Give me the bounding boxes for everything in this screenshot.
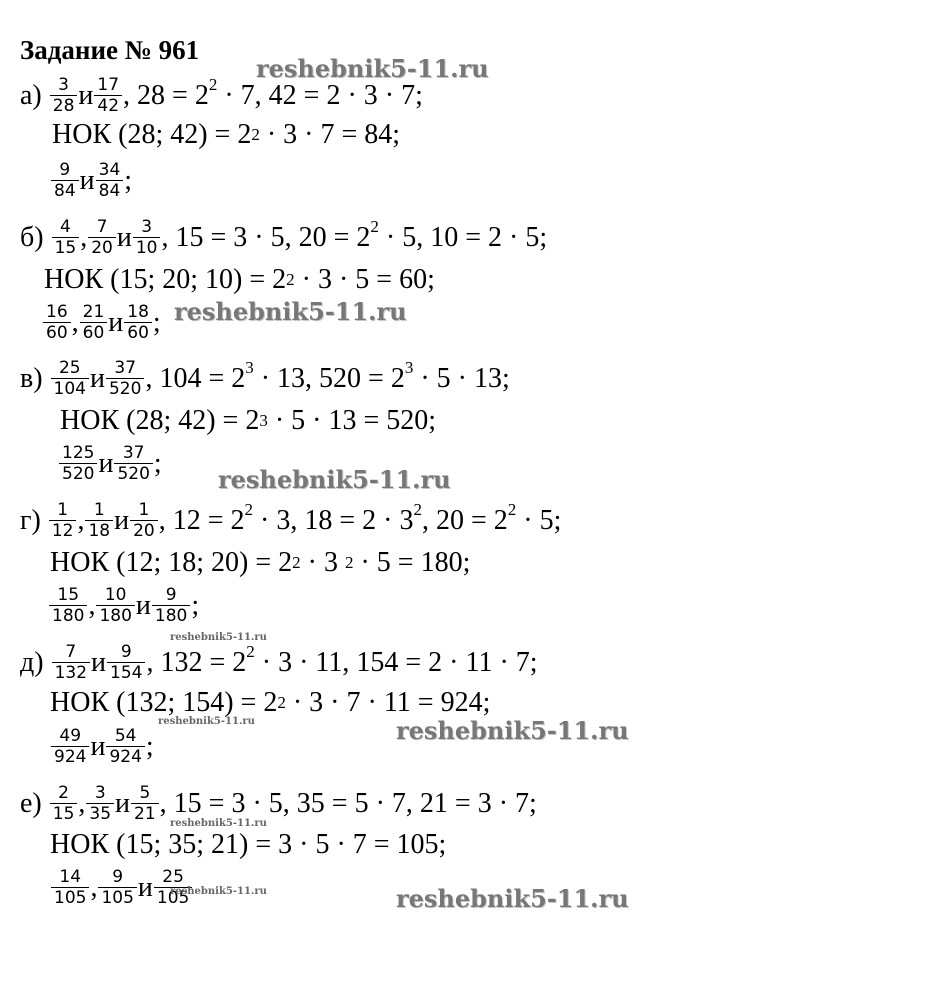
part-b-result: $\frac{16}{60}$ , $\frac{21}{60}$ и $\frac{18}{60}$ ;	[42, 302, 161, 343]
fraction: $\frac{14}{105}$	[51, 867, 89, 908]
part-b-lcm: НОК (15; 20; 10) = 2 2 · 3 · 5 = 60;	[44, 264, 435, 295]
factorization: , $12 = 2^2 \cdot 3$, $18 = 2 \cdot 3^2$, $20 = 2^2 \cdot 5$;	[158, 499, 562, 536]
fraction: $\frac{37}{520}$	[106, 358, 144, 399]
fraction: $\frac{7}{132}$	[52, 642, 90, 683]
part-d-lcm: НОК (132; 154) = 2 2 · 3 · 7 · 11 = 924;	[50, 687, 491, 718]
part-d-line-1: д) $\frac{7}{132}$ и $\frac{9}{154}$ , $132 = 2^2 \cdot 3 \cdot 11$, 154 = 2 · 11 · 7;	[20, 641, 538, 683]
part-label: г)	[20, 504, 48, 536]
fraction: $\frac{1}{18}$	[85, 500, 113, 541]
part-v-result: $\frac{125}{520}$ и $\frac{37}{520}$ ;	[58, 443, 162, 484]
part-label: е)	[20, 787, 49, 819]
watermark: reshebnik5-11.ru	[170, 632, 267, 643]
fraction: $\frac{3}{10}$	[133, 217, 161, 258]
watermark: reshebnik5-11.ru	[396, 884, 629, 913]
factorization: , 15 = 3 · 5, $20 = 2^2 \cdot 5$, 10 = 2 · 5;	[161, 216, 548, 253]
watermark: reshebnik5-11.ru	[256, 54, 489, 83]
task-title: Задание № 961	[20, 35, 200, 65]
watermark: reshebnik5-11.ru	[170, 886, 267, 897]
fraction: $\frac{9}{105}$	[98, 867, 136, 908]
part-label: д)	[20, 646, 51, 678]
factorization: , 15 = 3 · 5, 35 = 5 · 7, 21 = 3 · 7;	[159, 787, 537, 819]
watermark: reshebnik5-11.ru	[158, 716, 255, 727]
part-label: а)	[20, 79, 49, 111]
part-label: в)	[20, 362, 50, 394]
part-g-result: $\frac{15}{180}$ , $\frac{10}{180}$ и $\frac{9}{180}$ ;	[48, 585, 199, 626]
factorization: , $132 = 2^2 \cdot 3 \cdot 11$, 154 = 2 · 11 · 7;	[146, 641, 538, 678]
factorization: , $104 = 2^3 \cdot 13$, $520 = 2^3 \cdot 5 \cdot 13$;	[145, 357, 510, 394]
fraction: $\frac{2}{15}$	[50, 783, 78, 824]
fraction: $\frac{4}{15}$	[52, 217, 80, 258]
part-a-lcm: НОК (28; 42) = 2 2 · 3 · 7 = 84;	[52, 119, 401, 150]
fraction: $\frac{21}{60}$	[80, 302, 108, 343]
part-v-lcm: НОК (28; 42) = 2 3 · 5 · 13 = 520;	[60, 405, 437, 436]
fraction: $\frac{9}{84}$	[51, 160, 79, 201]
fraction: $\frac{9}{154}$	[107, 642, 145, 683]
fraction: $\frac{9}{180}$	[152, 585, 190, 626]
fraction: $\frac{3}{28}$	[50, 75, 78, 116]
part-e-line-1: е) $\frac{2}{15}$ , $\frac{3}{35}$ и $\frac{5}{21}$ , 15 = 3 · 5, 35 = 5 · 7, 21 = 3 · 7;	[20, 783, 537, 824]
fraction: $\frac{15}{180}$	[49, 585, 87, 626]
watermark: reshebnik5-11.ru	[174, 297, 407, 326]
fraction: $\frac{17}{42}$	[94, 75, 122, 116]
fraction: $\frac{3}{35}$	[86, 783, 114, 824]
part-label: б)	[20, 221, 51, 253]
fraction: $\frac{125}{520}$	[59, 443, 97, 484]
fraction: $\frac{7}{20}$	[88, 217, 116, 258]
fraction: $\frac{25}{104}$	[51, 358, 89, 399]
fraction: $\frac{37}{520}$	[114, 443, 152, 484]
fraction: $\frac{10}{180}$	[96, 585, 134, 626]
fraction: $\frac{54}{924}$	[106, 726, 144, 767]
part-e-lcm: НОК (15; 35; 21) = 3 · 5 · 7 = 105;	[50, 829, 447, 860]
fraction: $\frac{1}{12}$	[49, 500, 77, 541]
factorization: , $28 = 2^2 \cdot 7$, 42 = 2 · 3 · 7;	[123, 74, 423, 111]
part-v-line-1: в) $\frac{25}{104}$ и $\frac{37}{520}$ , $104 = 2^3 \cdot 13$, $520 = 2^3 \cdot 5 \cdot 13$;	[20, 357, 510, 399]
part-d-result: $\frac{49}{924}$ и $\frac{54}{924}$ ;	[50, 726, 154, 767]
part-a-line-1: а) $\frac{3}{28}$ и $\frac{17}{42}$ , $28 = 2^2 \cdot 7$, 42 = 2 · 3 · 7;	[20, 74, 423, 116]
part-g-lcm: НОК (12; 18; 20) = 2 2 · 3 2 · 5 = 180;	[50, 547, 471, 578]
watermark: reshebnik5-11.ru	[218, 465, 451, 494]
watermark: reshebnik5-11.ru	[396, 716, 629, 745]
part-e-result: $\frac{14}{105}$ , $\frac{9}{105}$ и $\frac{25}{105}$	[50, 867, 193, 908]
fraction: $\frac{16}{60}$	[43, 302, 71, 343]
fraction: $\frac{34}{84}$	[96, 160, 124, 201]
fraction: $\frac{5}{21}$	[131, 783, 159, 824]
part-g-line-1: г) $\frac{1}{12}$ , $\frac{1}{18}$ и $\frac{1}{20}$ , $12 = 2^2 \cdot 3$, $18 = 2 \cdot 3^2$, $20 = 2^2 \cdot 5$;	[20, 499, 562, 541]
part-a-result: $\frac{9}{84}$ и $\frac{34}{84}$ ;	[50, 160, 132, 201]
part-b-line-1: б) $\frac{4}{15}$ , $\frac{7}{20}$ и $\frac{3}{10}$ , 15 = 3 · 5, $20 = 2^2 \cdot 5$, 10 = 2 · 5;	[20, 216, 548, 258]
fraction: $\frac{49}{924}$	[51, 726, 89, 767]
fraction: $\frac{25}{105}$	[154, 867, 192, 908]
fraction: $\frac{18}{60}$	[124, 302, 152, 343]
fraction: $\frac{1}{20}$	[130, 500, 158, 541]
watermark: reshebnik5-11.ru	[170, 818, 267, 829]
